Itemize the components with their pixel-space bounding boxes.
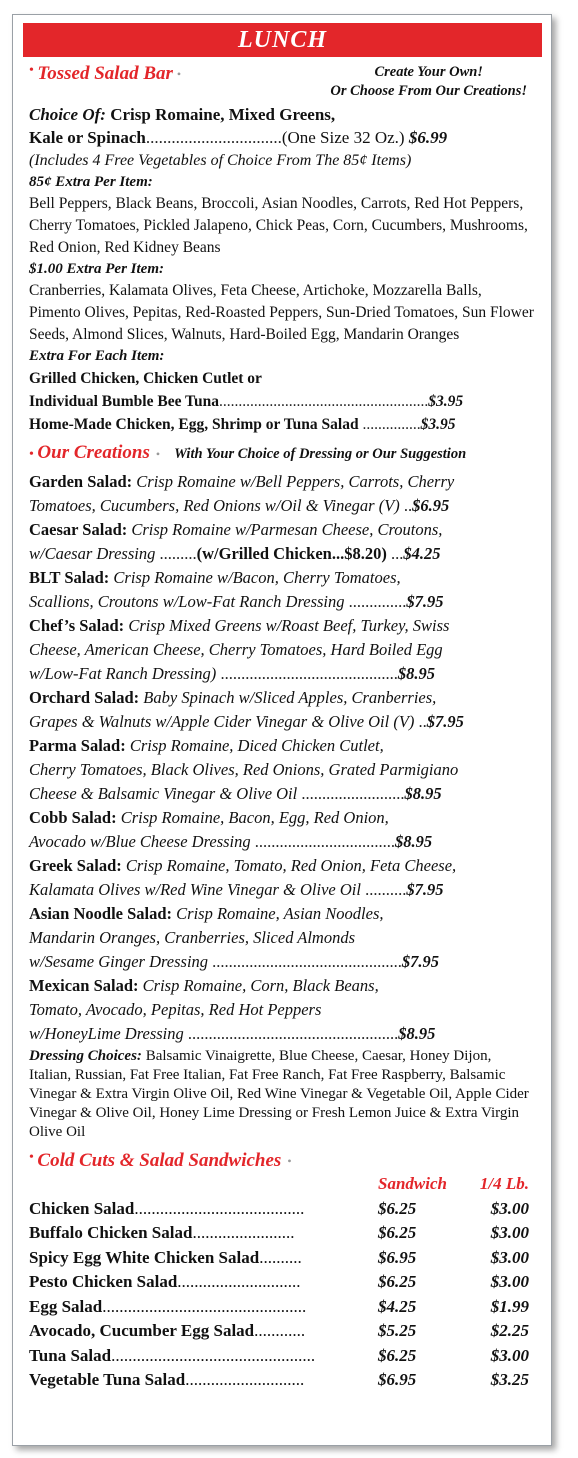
price: $8.95 <box>397 664 435 683</box>
extra85-text: Bell Peppers, Black Beans, Broccoli, Asian Noodles, Carrots, Red Hot Peppers, Cherry Tomatoes, Pickled Jalapeno, Chick Peas, Corn, Cucumbers, Mushrooms, Red Onion, Red Kidney Beans <box>29 195 528 256</box>
price: $7.95 <box>406 880 444 899</box>
sandwich-price: $6.25 <box>378 1223 417 1242</box>
salad-description: Scallions, Croutons w/Low-Fat Ranch Dressing <box>29 592 345 611</box>
sandwiches-header <box>29 1150 537 1172</box>
sandwich-name-cell <box>29 1270 378 1295</box>
sandwich-name: Avocado, Cucumber Egg Salad <box>29 1321 255 1340</box>
salad-item <box>29 734 537 806</box>
sandwich-name-cell <box>29 1295 378 1320</box>
extra-each-item: Home-Made Chicken, Egg, Shrimp or Tuna Salad <box>29 416 359 433</box>
sandwich-name: Spicy Egg White Chicken Salad <box>29 1247 260 1267</box>
salad-description: w/HoneyLime Dressing <box>29 1024 184 1043</box>
extra-each-line <box>29 390 537 413</box>
salad-description: Cheese & Balsamic Vinegar & Olive Oil <box>29 784 298 803</box>
sandwich-price: $6.95 <box>378 1370 417 1389</box>
leader-dots: ................................................... <box>187 1024 399 1043</box>
salad-name: Garden Salad: <box>29 472 133 491</box>
sandwich-name-cell <box>29 1344 378 1369</box>
salad-name: Cobb Salad: <box>29 808 117 827</box>
salad-item <box>29 854 537 902</box>
includes-note: (Includes 4 Free Vegetables of Choice From The 85¢ Items) <box>29 152 412 169</box>
sandwich-price: $6.25 <box>378 1345 417 1365</box>
salad-description: Cherry Tomatoes, Black Olives, Red Onions, Grated Parmigiano <box>29 760 459 779</box>
sandwich-name-cell <box>29 1197 378 1222</box>
sandwich-name: Buffalo Chicken Salad <box>29 1223 193 1242</box>
dressing-text: Balsamic Vinaigrette, Blue Cheese, Caesar, Honey Dijon, Italian, Russian, Fat Free Italian, Fat Free Ranch, Fat Free Raspberry, Balsamic Vinegar & Extra Virgin Olive Oil, Red Wine Vinegar & Vegetable Oil, Apple Cider Vinegar & Olive Oil, Honey Lime Dressing or Fresh Lemon Juice & Extra Virgin Olive Oil <box>29 1048 529 1140</box>
sandwich-name-cell <box>29 1246 378 1271</box>
salad-name: Caesar Salad: <box>29 520 128 539</box>
salad-item <box>29 686 537 734</box>
salad-name: Mexican Salad: <box>29 976 139 995</box>
sandwich-price: $5.25 <box>378 1321 417 1340</box>
lunch-banner: LUNCH <box>23 23 542 57</box>
bullet-icon: • <box>155 447 161 461</box>
price: $3.95 <box>428 393 464 410</box>
salad-item <box>29 614 537 686</box>
salad-description: Crisp Romaine w/Bacon, Cherry Tomatoes, <box>113 568 401 587</box>
quarter-lb-price: $3.00 <box>490 1223 529 1242</box>
leader-dots: .......... <box>365 880 407 899</box>
tagline-line: Create Your Own! <box>374 64 483 80</box>
bullet-icon: • <box>176 67 182 81</box>
sandwich-price: $4.25 <box>378 1296 417 1316</box>
sandwiches-section <box>29 1150 537 1393</box>
salad-item <box>29 470 537 518</box>
creations-subtitle: With Your Choice of Dressing or Our Suggestion <box>174 446 467 462</box>
salad-item <box>29 974 537 1046</box>
sandwich-price: $6.25 <box>378 1198 417 1218</box>
salad-description: Crisp Romaine, Bacon, Egg, Red Onion, <box>120 808 389 827</box>
price: $4.25 <box>403 544 441 563</box>
salad-description: w/Low-Fat Ranch Dressing) <box>29 664 217 683</box>
sandwich-rows <box>29 1197 537 1393</box>
salad-description: Crisp Romaine, Diced Chicken Cutlet, <box>129 736 384 755</box>
creations-list <box>29 470 537 1046</box>
quarter-lb-price: $2.25 <box>490 1321 529 1340</box>
choice-text: Crisp Romaine, Mixed Greens, <box>110 105 336 124</box>
leader-dots: .................................. <box>254 832 396 851</box>
salad-name: Asian Noodle Salad: <box>29 904 173 923</box>
choice-price-line <box>29 126 537 149</box>
leader-dots: ............... <box>362 416 421 433</box>
leader-dots: .......... <box>259 1247 302 1267</box>
salad-description: Crisp Romaine, Corn, Black Beans, <box>142 976 379 995</box>
choice-line <box>29 103 537 126</box>
price: $8.95 <box>398 1024 436 1043</box>
leader-dots: ................................................ <box>102 1296 307 1316</box>
creations-header <box>29 442 537 470</box>
dressing-choices <box>29 1047 537 1142</box>
salad-item <box>29 566 537 614</box>
extra85-label: 85¢ Extra Per Item: <box>29 174 153 190</box>
table-row <box>29 1246 537 1271</box>
salad-description: Kalamata Olives w/Red Wine Vinegar & Olive Oil <box>29 880 361 899</box>
table-row <box>29 1295 537 1320</box>
salad-description: Crisp Romaine w/Bell Peppers, Carrots, Cherry <box>136 472 455 491</box>
sandwich-name-cell <box>29 1319 378 1344</box>
table-row <box>29 1368 537 1393</box>
leader-dots: ................................................ <box>111 1345 316 1365</box>
price: $6.95 <box>412 496 450 515</box>
table-row <box>29 1344 537 1369</box>
column-header-quarter: 1/4 Lb. <box>479 1174 529 1193</box>
leader-dots: ............ <box>254 1321 306 1340</box>
salad-name: BLT Salad: <box>29 568 110 587</box>
choice-label: Choice Of: <box>29 105 106 124</box>
salad-name: Chef’s Salad: <box>29 616 125 635</box>
extra-each-line: Grilled Chicken, Chicken Cutlet or <box>29 370 262 387</box>
salad-description: w/Sesame Ginger Dressing <box>29 952 209 971</box>
leader-dots: ........................................... <box>220 664 398 683</box>
salad-description: Crisp Romaine, Asian Noodles, <box>176 904 384 923</box>
sandwich-name-cell <box>29 1221 378 1246</box>
quarter-lb-price: $3.00 <box>490 1345 529 1365</box>
tossed-header <box>29 63 537 103</box>
extra-each-label: Extra For Each Item: <box>29 348 165 364</box>
leader-dots: .. <box>418 712 427 731</box>
salad-description: Baby Spinach w/Sliced Apples, Cranberries, <box>143 688 437 707</box>
sandwich-price: $6.95 <box>378 1247 417 1267</box>
salad-description: Cheese, American Cheese, Cherry Tomatoes, Hard Boiled Egg <box>29 640 443 659</box>
creations-section <box>29 442 537 1142</box>
leader-dots: ................................ <box>145 128 282 147</box>
sandwich-name: Chicken Salad <box>29 1198 135 1218</box>
leader-dots: ......................... <box>301 784 405 803</box>
price: $6.99 <box>408 128 448 147</box>
extra100-label: $1.00 Extra Per Item: <box>29 261 164 277</box>
salad-description: Mandarin Oranges, Cranberries, Sliced Almonds <box>29 928 356 947</box>
salad-description: Crisp Romaine w/Parmesan Cheese, Croutons, <box>131 520 443 539</box>
price: $3.95 <box>420 416 456 433</box>
leader-dots: ... <box>390 544 404 563</box>
leader-dots: ........................................ <box>134 1198 305 1218</box>
leader-dots: .. <box>403 496 413 515</box>
quarter-lb-price: $3.00 <box>490 1272 529 1291</box>
leader-dots: ...................................................... <box>218 393 429 410</box>
sandwich-name-cell <box>29 1368 378 1393</box>
table-row <box>29 1221 537 1246</box>
leader-dots: .............. <box>348 592 407 611</box>
sandwich-name: Pesto Chicken Salad <box>29 1272 178 1291</box>
bullet-icon: • <box>29 63 38 78</box>
column-header-sandwich: Sandwich <box>378 1174 447 1193</box>
leader-dots: ............................ <box>185 1370 305 1389</box>
section-title: Cold Cuts & Salad Sandwiches <box>37 1150 282 1171</box>
quarter-lb-price: $3.00 <box>490 1247 529 1267</box>
section-title: Tossed Salad Bar <box>37 63 173 84</box>
dressing-label: Dressing Choices: <box>29 1048 142 1064</box>
salad-description: Tomato, Avocado, Pepitas, Red Hot Peppers <box>29 1000 322 1019</box>
salad-item <box>29 902 537 974</box>
sandwich-name: Egg Salad <box>29 1296 103 1316</box>
tagline <box>330 63 527 101</box>
salad-name: Parma Salad: <box>29 736 126 755</box>
salad-description: Crisp Mixed Greens w/Roast Beef, Turkey, Swiss <box>128 616 450 635</box>
extra-each-line <box>29 413 537 436</box>
table-row <box>29 1319 537 1344</box>
tossed-salad-section <box>29 63 537 436</box>
leader-dots: .............................................. <box>212 952 402 971</box>
bullet-icon: • <box>29 1150 38 1165</box>
salad-item <box>29 806 537 854</box>
price: $7.95 <box>426 712 464 731</box>
bullet-icon: • <box>287 1154 292 1168</box>
price: $8.95 <box>395 832 433 851</box>
price: $7.95 <box>401 952 440 971</box>
salad-description: Avocado w/Blue Cheese Dressing <box>29 832 251 851</box>
salad-description: Tomatoes, Cucumbers, Red Onions w/Oil & Vinegar (V) <box>29 496 400 515</box>
quarter-lb-price: $1.99 <box>490 1296 529 1316</box>
salad-name: Orchard Salad: <box>29 688 140 707</box>
salad-name: Greek Salad: <box>29 856 122 875</box>
sandwich-price: $6.25 <box>378 1272 417 1291</box>
salad-extra: (w/Grilled Chicken...$8.20) <box>196 544 387 563</box>
quarter-lb-price: $3.25 <box>490 1370 529 1389</box>
salad-description: w/Caesar Dressing <box>29 544 156 563</box>
sandwich-name: Vegetable Tuna Salad <box>29 1370 186 1389</box>
section-title: Our Creations <box>37 442 150 463</box>
sandwich-table <box>29 1172 537 1393</box>
sandwich-name: Tuna Salad <box>29 1345 112 1365</box>
leader-dots: ......... <box>159 544 197 563</box>
table-row <box>29 1270 537 1295</box>
menu-page <box>12 14 552 1446</box>
salad-description: Crisp Romaine, Tomato, Red Onion, Feta Cheese, <box>125 856 457 875</box>
salad-description: Grapes & Walnuts w/Apple Cider Vinegar & Olive Oil (V) <box>29 712 415 731</box>
leader-dots: ........................ <box>192 1223 295 1242</box>
quarter-lb-price: $3.00 <box>490 1198 529 1218</box>
choice-line2: Kale or Spinach <box>29 128 146 147</box>
extra-each-item: Individual Bumble Bee Tuna <box>29 393 219 410</box>
extra100-text: Cranberries, Kalamata Olives, Feta Cheese, Artichoke, Mozzarella Balls, Pimento Olives, Pepitas, Red-Roasted Peppers, Sun-Dried Tomatoes, Sun Flower Seeds, Almond Slices, Walnuts, Hard-Boiled Egg, Mandarin Oranges <box>29 282 534 343</box>
tagline-line: Or Choose From Our Creations! <box>330 83 527 99</box>
leader-dots: ............................. <box>177 1272 301 1291</box>
bullet-icon: • <box>29 447 38 462</box>
salad-item <box>29 518 537 566</box>
table-row <box>29 1197 537 1222</box>
price: $7.95 <box>406 592 444 611</box>
price: $8.95 <box>404 784 442 803</box>
size-text: (One Size 32 Oz.) <box>281 128 405 147</box>
